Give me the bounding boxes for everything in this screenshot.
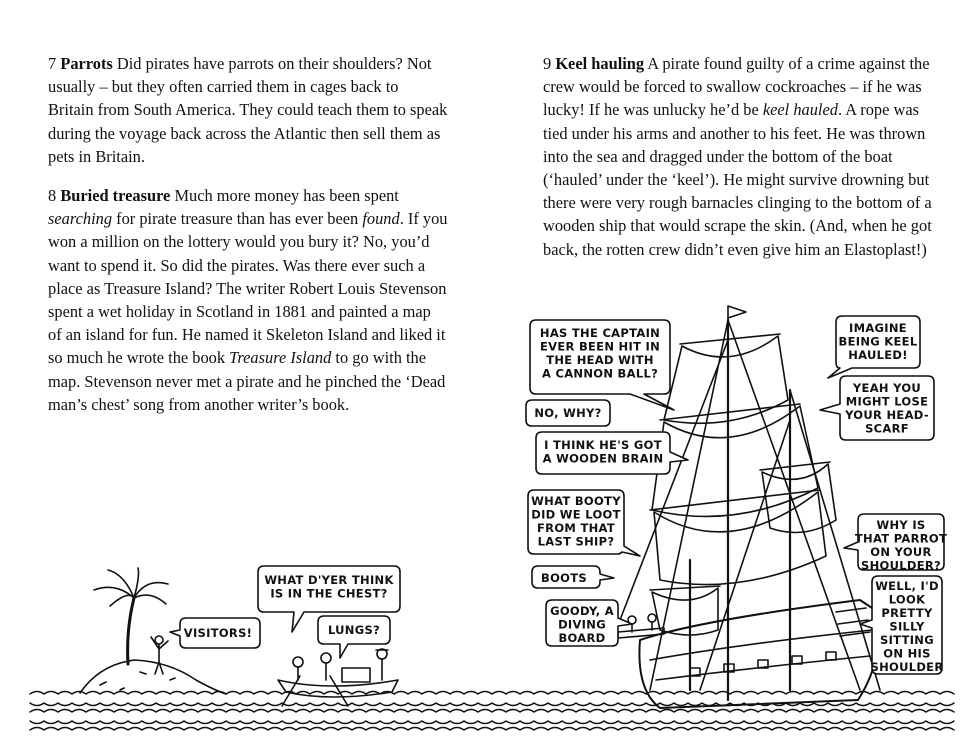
bubble-line: WHAT BOOTY xyxy=(531,494,621,508)
item-emphasis: found xyxy=(362,209,400,229)
item-emphasis: keel hauled xyxy=(762,100,838,120)
bubble-line: HAULED! xyxy=(848,348,908,362)
item-number: 8 xyxy=(48,186,57,206)
bubble-line: IS IN THE CHEST? xyxy=(270,586,388,601)
wave-line xyxy=(30,728,954,731)
bubble-line: BEING KEEL xyxy=(838,334,918,349)
item-title: Buried treasure xyxy=(60,186,171,206)
bubble-chest xyxy=(264,573,394,601)
bubble-line: EVER BEEN HIT IN xyxy=(539,339,661,354)
rowing-boat-illustration xyxy=(278,649,398,706)
bubble-lungs xyxy=(328,623,380,637)
item-text: . If you won a million on the lottery would you bury it? No, you’d want to spend it. So did the pirates. Was there ever such a place as Treasure Island? The writer Robert Louis Stevenson spent a wet holiday in Scotland in 1881 and painted a map of an island for fun. He named it Skeleton Island and liked it so much he wrote the book xyxy=(48,209,448,368)
bubble-line: SHOULDER xyxy=(870,660,944,674)
item-text: . A rope was tied under his arms and another to his feet. He was thrown into the sea and dragged under the bottom of the boat (‘hauled’ under the ‘keel’). He might survive drowning but there were very rough barnacles clinging to the bottom of a wooden ship that would scrape the skin. (And, when he got back, the rotten crew didn’t even give him an Elastoplast!) xyxy=(543,100,932,259)
bubble-line: A CANNON BALL? xyxy=(541,366,659,381)
wave-line xyxy=(30,703,954,706)
bubble-line: PRETTY xyxy=(881,606,933,620)
item-text: for pirate treasure than has ever been xyxy=(112,209,363,229)
item-text: A pirate found guilty of a crime against the crew would be forced to swallow cockroaches – if he was lucky! If he was unlucky he’d be xyxy=(543,54,930,120)
bubble-line: DIVING xyxy=(558,617,606,632)
bubble-line: FROM THAT xyxy=(537,521,615,535)
bubble-line: SITTING xyxy=(880,633,934,647)
bubble-no-why xyxy=(534,406,601,420)
item-text: to go with the map. Stevenson never met a pirate and he pinched the ‘Dead man’s chest’ song from another writer’s book. xyxy=(48,348,446,414)
bubble-line: THE HEAD WITH xyxy=(546,353,654,367)
bubble-line: SCARF xyxy=(865,421,909,436)
bubble-line: ON HIS xyxy=(883,646,931,661)
bubble-line: MIGHT LOSE xyxy=(845,394,929,409)
bubble-line: WELL, I'D xyxy=(875,579,939,593)
item-title: Keel hauling xyxy=(555,54,645,73)
bubble-line: WHAT D'YER THINK xyxy=(264,573,394,587)
bubble-line: LOOK xyxy=(888,592,926,607)
bubble-line: THAT PARROT xyxy=(854,531,948,546)
bubble-visitors xyxy=(184,626,252,640)
wave-line xyxy=(30,721,954,724)
bubble-booty xyxy=(531,494,621,549)
item-emphasis: searching xyxy=(48,209,113,229)
bubble-line: ON YOUR xyxy=(870,545,932,559)
wave-line xyxy=(30,710,954,713)
bubble-line: I THINK HE'S GOT xyxy=(544,438,662,452)
bubble-captain xyxy=(540,326,660,381)
bubble-line: YEAH YOU xyxy=(852,381,922,395)
bubble-line: IMAGINE xyxy=(849,321,907,335)
item-number: 9 xyxy=(543,54,552,73)
bubble-line: DID WE LOOT xyxy=(531,507,621,522)
bubble-line: GOODY, A xyxy=(550,604,614,618)
bubble-line: LUNGS? xyxy=(327,623,381,637)
bubble-line: SHOULDER? xyxy=(861,558,941,573)
wave-line xyxy=(30,692,954,695)
bubble-line: BOOTS xyxy=(541,571,587,585)
bubble-line: VISITORS! xyxy=(183,626,253,640)
item-text: Much more money has been spent xyxy=(170,186,399,206)
bubble-imagine xyxy=(839,321,918,362)
bubble-line: A WOODEN BRAIN xyxy=(542,451,664,466)
item-emphasis: Treasure Island xyxy=(229,348,332,368)
bubble-line: HAS THE CAPTAIN xyxy=(539,326,661,340)
item-text: Did pirates have parrots on their shoulders? Not usually – but they often carried them in cages back to Britain from South America. They could teach them to speak during the voyage back across the Atlantic then sell them as pets in Britain. xyxy=(48,54,448,166)
bubble-line: NO, WHY? xyxy=(534,406,602,420)
bubble-goody xyxy=(550,604,614,645)
bubble-boots xyxy=(541,571,587,585)
bubble-line: BOARD xyxy=(558,631,606,645)
item-number: 7 xyxy=(48,54,57,73)
item-title: Parrots xyxy=(60,54,113,73)
sea-waves xyxy=(30,692,954,731)
bubble-wooden-brain xyxy=(543,438,664,466)
bubble-line: WHY IS xyxy=(876,518,926,532)
bubble-line: SILLY xyxy=(889,619,925,634)
bubble-line: LAST SHIP? xyxy=(537,534,615,549)
bubble-line: YOUR HEAD- xyxy=(845,408,929,422)
